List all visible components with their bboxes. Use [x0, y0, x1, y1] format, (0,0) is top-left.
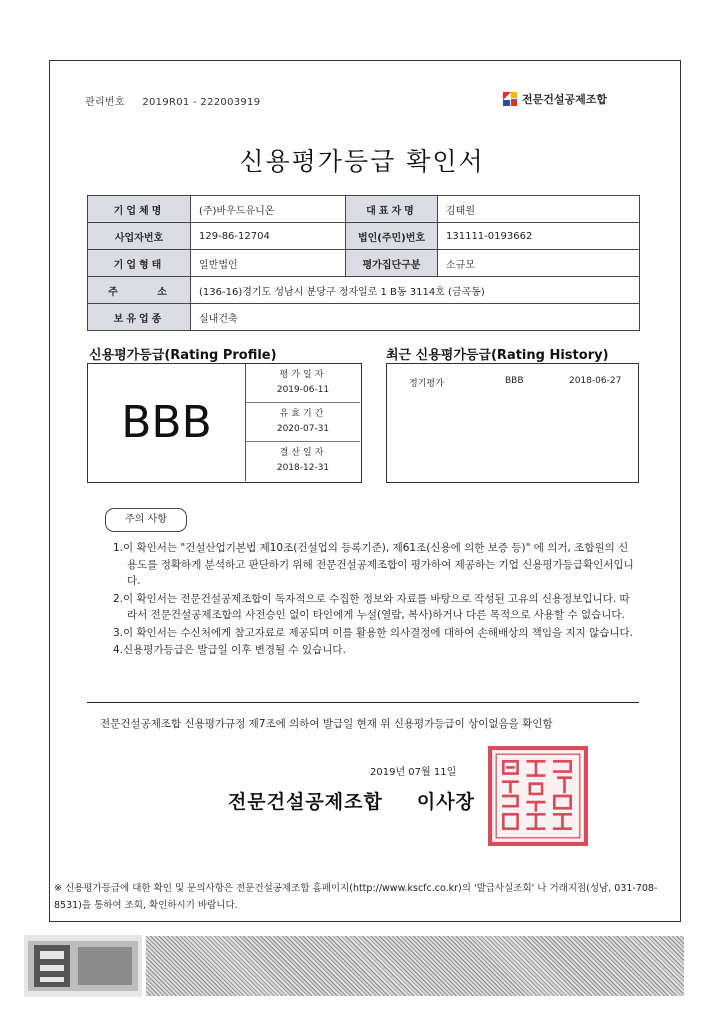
table-row	[88, 223, 640, 250]
management-number-value: 2019R01 - 222003919	[142, 97, 261, 108]
org-logo	[502, 91, 607, 107]
notice-list	[113, 540, 635, 660]
notice-item: 2.이 확인서는 전문건설공제조합이 독자적으로 수집한 정보와 자료를 바탕으로 작성된 고유의 신용정보입니다. 따라서 전문건설공제조합의 사전승인 없이 타인에게 누설(열람, 복사)하거나 다른 목적으로 사용할 수 없습니다.	[113, 592, 630, 621]
footnote: ※ 신용평가등급에 대한 확인 및 문의사항은 전문건설공제조합 홈페이지(http://www.kscfc.co.kr)의 '발급사실조회' 나 거래지점(성남, 031-708-8531)을 통하여 조회, 확인하시기 바랍니다.	[54, 883, 658, 911]
settle-date-cell	[246, 442, 360, 481]
eval-date-label: 평가일자	[279, 370, 327, 380]
business-number-value: 129-86-12704	[191, 223, 346, 250]
notice-item: 3.이 확인서는 수신처에게 참고자료로 제공되며 이를 활용한 의사결정에 대하여 손해배상의 책임을 지지 않습니다.	[113, 626, 633, 639]
management-number-label: 관리번호	[85, 97, 125, 108]
history-date: 2018-06-27	[569, 376, 622, 386]
company-type-label: 기업형태	[88, 250, 191, 277]
eval-group-label: 평가집단구분	[346, 250, 438, 277]
table-row	[88, 250, 640, 277]
rating-grade: BBB	[88, 364, 246, 481]
issuer-org: 전문건설공제조합	[228, 791, 383, 813]
original-stamp-icon	[24, 935, 142, 997]
settle-date-label: 결산일자	[279, 448, 327, 458]
table-row	[88, 304, 640, 331]
company-name-value: (주)바우드유니온	[191, 196, 346, 223]
industry-label: 보유업종	[88, 304, 191, 331]
rating-profile-box	[87, 363, 362, 483]
rating-dates	[246, 364, 360, 481]
settle-date-value: 2018-12-31	[276, 463, 330, 473]
rating-profile-title: 신용평가등급(Rating Profile)	[89, 348, 277, 363]
issuer-title: 이사장	[416, 791, 475, 813]
table-row	[88, 277, 640, 304]
valid-until-value: 2020-07-31	[276, 424, 330, 434]
table-row	[88, 196, 640, 223]
valid-until-cell	[246, 403, 360, 442]
eval-date-value: 2019-06-11	[276, 385, 330, 395]
corp-number-label: 법인(주민)번호	[346, 223, 438, 250]
notice-item: 1.이 확인서는 "건설산업기본법 제10조(건설업의 등록기준), 제61조(신용에 의한 보증 등)" 에 의거, 조합원의 신용도를 정확하게 분석하고 판단하기 위해 전문건설공제조합이 평가하여 제공하는 기업 신용평가등급확인서입니다.	[113, 542, 634, 587]
org-logo-text: 전문건설공제조합	[522, 93, 608, 106]
corp-number-value: 131111-0193662	[438, 223, 640, 250]
history-type: 정기평가	[409, 379, 444, 389]
company-name-label: 기업체명	[88, 196, 191, 223]
address-label: 주 소	[88, 277, 191, 304]
divider	[87, 702, 639, 703]
notice-item: 4.신용평가등급은 발급일 이후 변경될 수 있습니다.	[113, 644, 346, 656]
history-grade: BBB	[505, 376, 524, 386]
issuer	[228, 787, 475, 814]
confirmation-text: 전문건설공제조합 신용평가규정 제7조에 의하여 발급일 현재 위 신용평가등급이 상이없음을 확인함	[100, 718, 553, 730]
company-info-table	[87, 195, 640, 331]
ceo-name-value: 김태원	[438, 196, 640, 223]
management-number	[85, 93, 260, 108]
eval-date-cell	[246, 364, 360, 403]
ceo-name-label: 대표자명	[346, 196, 438, 223]
notice-badge: 주의 사항	[105, 508, 187, 532]
org-logo-icon	[502, 91, 518, 107]
security-pattern	[146, 936, 684, 996]
address-value: (136-16)경기도 성남시 분당구 정자일로 1 B동 3114호 (금곡동)	[191, 277, 640, 304]
rating-history-box	[386, 363, 639, 483]
page-title: 신용평가등급 확인서	[239, 147, 485, 176]
rating-history-title: 최근 신용평가등급(Rating History)	[386, 348, 609, 363]
eval-group-value: 소규모	[438, 250, 640, 277]
issue-date: 2019년 07월 11일	[370, 767, 457, 778]
industry-value: 실내건축	[191, 304, 640, 331]
business-number-label: 사업자번호	[88, 223, 191, 250]
official-seal	[487, 745, 589, 847]
valid-until-label: 유효기간	[279, 409, 327, 419]
company-type-value: 일반법인	[191, 250, 346, 277]
